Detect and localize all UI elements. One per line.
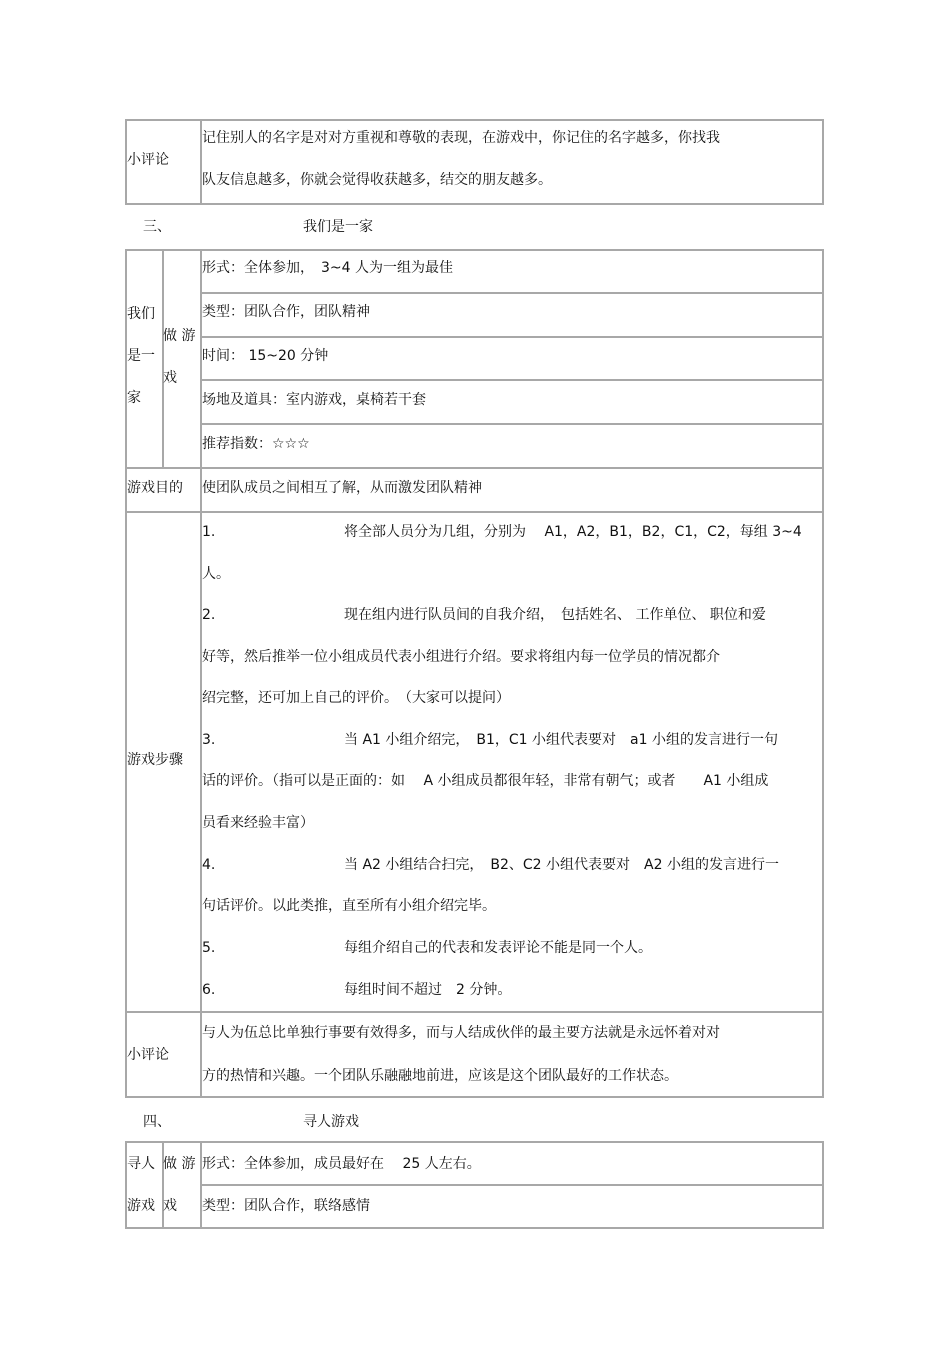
- info-format: 形式：全体参加，成员最好在 25 人左右。: [202, 1156, 481, 1172]
- step-number: 5.: [202, 940, 216, 956]
- game-kind: 戏: [163, 370, 177, 386]
- section-title: 寻人游戏: [303, 1114, 359, 1130]
- divider: [125, 467, 824, 469]
- divider: [125, 467, 202, 1097]
- comment-line: 队友信息越多，你就会觉得收获越多，结交的朋友越多。: [202, 172, 552, 188]
- step-number: 3.: [202, 732, 216, 748]
- section-title: 我们是一家: [303, 219, 373, 235]
- game-name: 是一: [127, 348, 155, 364]
- game-name: 家: [127, 390, 141, 406]
- divider: [125, 511, 824, 513]
- comment-label: 小评论: [127, 1047, 169, 1063]
- game-kind: 做 游: [163, 1156, 196, 1172]
- step-line: 员看来经验丰富）: [202, 815, 314, 831]
- info-format: 形式：全体参加， 3~4 人为一组为最佳: [202, 260, 453, 276]
- step-line: 话的评价。（指可以是正面的：如 A 小组成员都很年轻，非常有朝气；或者 A1 小组成: [202, 773, 769, 789]
- purpose-text: 使团队成员之间相互了解，从而激发团队精神: [202, 480, 482, 496]
- section-number: 四、: [143, 1114, 171, 1130]
- divider: [200, 379, 824, 381]
- game-kind: 做 游: [163, 328, 196, 344]
- steps-label: 游戏步骤: [127, 752, 183, 768]
- game-name: 寻人: [127, 1156, 155, 1172]
- game-table: [125, 249, 824, 1098]
- divider: [200, 423, 824, 425]
- game-kind: 戏: [163, 1198, 177, 1214]
- step-number: 1.: [202, 524, 216, 540]
- step-line: 当 A2 小组结合扫完， B2、C2 小组代表要对 A2 小组的发言进行一: [344, 857, 779, 873]
- divider: [200, 336, 824, 338]
- comment-label: 小评论: [127, 152, 169, 168]
- comment-line: 记住别人的名字是对对方重视和尊敬的表现，在游戏中，你记住的名字越多，你找我: [202, 130, 720, 146]
- step-number: 4.: [202, 857, 216, 873]
- step-line: 将全部人员分为几组，分别为 A1，A2，B1，B2，C1，C2，每组 3~4: [344, 524, 802, 540]
- step-number: 6.: [202, 982, 216, 998]
- step-line: 现在组内进行队员间的自我介绍， 包括姓名、 工作单位、 职位和爱: [344, 607, 766, 623]
- game-name: 游戏: [127, 1198, 155, 1214]
- step-number: 2.: [202, 607, 216, 623]
- divider: [125, 1011, 824, 1013]
- step-line: 好等，然后推举一位小组成员代表小组进行介绍。要求将组内每一位学员的情况都介: [202, 649, 720, 665]
- comment-line: 方的热情和兴趣。一个团队乐融融地前进，应该是这个团队最好的工作状态。: [202, 1068, 678, 1084]
- step-line: 绍完整，还可加上自己的评价。 （大家可以提问）: [202, 690, 510, 706]
- divider: [162, 249, 202, 469]
- info-type: 类型：团队合作，联络感情: [202, 1198, 370, 1214]
- comment-line: 与人为伍总比单独行事要有效得多，而与人结成伙伴的最主要方法就是永远怀着对对: [202, 1025, 720, 1041]
- divider: [200, 1184, 824, 1186]
- info-time: 时间： 15~20 分钟: [202, 348, 329, 364]
- step-line: 当 A1 小组介绍完， B1，C1 小组代表要对 a1 小组的发言进行一句: [344, 732, 778, 748]
- game-name: 我们: [127, 306, 155, 322]
- info-rating: 推荐指数：☆☆☆: [202, 436, 310, 452]
- step-line: 人。: [202, 566, 230, 582]
- info-type: 类型：团队合作，团队精神: [202, 304, 370, 320]
- info-venue: 场地及道具：室内游戏，桌椅若干套: [202, 392, 426, 408]
- step-line: 句话评价。以此类推，直至所有小组介绍完毕。: [202, 898, 496, 914]
- divider: [200, 292, 824, 294]
- step-line: 每组介绍自己的代表和发表评论不能是同一个人。: [344, 940, 652, 956]
- section-number: 三、: [143, 219, 171, 235]
- step-line: 每组时间不超过 2 分钟。: [344, 982, 512, 998]
- purpose-label: 游戏目的: [127, 480, 183, 496]
